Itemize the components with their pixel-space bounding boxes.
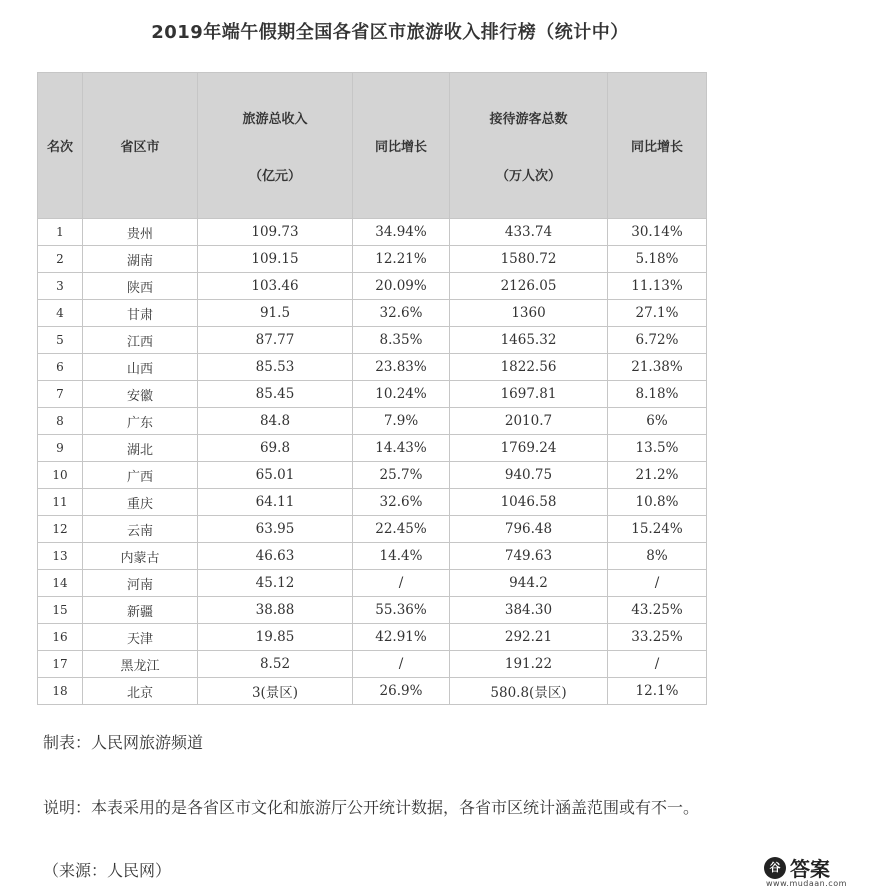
table-row — [38, 597, 707, 624]
table-cell: 69.8 — [198, 435, 353, 462]
table-cell: 109.15 — [198, 246, 353, 273]
table-cell: 33.25% — [608, 624, 707, 651]
table-cell: 25.7% — [353, 462, 450, 489]
table-cell: 8 — [38, 408, 83, 435]
header-label: 省区市 — [120, 140, 160, 155]
table-cell: 甘肃 — [83, 300, 198, 327]
table-cell: / — [608, 570, 707, 597]
watermark-text: 答案 — [790, 857, 830, 881]
table-cell: 1697.81 — [450, 381, 608, 408]
table-cell: 8% — [608, 543, 707, 570]
table-cell: 1822.56 — [450, 354, 608, 381]
table-cell: 27.1% — [608, 300, 707, 327]
table-cell: / — [608, 651, 707, 678]
table-row — [38, 624, 707, 651]
table-cell: 580.8(景区) — [450, 678, 608, 705]
table-cell: 32.6% — [353, 300, 450, 327]
table-cell: 384.30 — [450, 597, 608, 624]
table-cell: 23.83% — [353, 354, 450, 381]
table-cell: 河南 — [83, 570, 198, 597]
table-cell: 6% — [608, 408, 707, 435]
table-cell: 11 — [38, 489, 83, 516]
header-label: 接待游客总数 — [489, 111, 568, 127]
table-body — [38, 219, 707, 705]
table-cell: 3 — [38, 273, 83, 300]
table-cell: 1 — [38, 219, 83, 246]
table-cell: 北京 — [83, 678, 198, 705]
table-cell: 109.73 — [198, 219, 353, 246]
table-cell: 38.88 — [198, 597, 353, 624]
table-cell: 42.91% — [353, 624, 450, 651]
table-cell: 2 — [38, 246, 83, 273]
table-cell: 13 — [38, 543, 83, 570]
table-cell: 山西 — [83, 354, 198, 381]
table-cell: 15.24% — [608, 516, 707, 543]
table-cell: 85.53 — [198, 354, 353, 381]
table-cell: 30.14% — [608, 219, 707, 246]
header-unit: （亿元） — [248, 168, 301, 184]
table-cell: 944.2 — [450, 570, 608, 597]
table-cell: 12 — [38, 516, 83, 543]
table-row — [38, 354, 707, 381]
table-cell: 1769.24 — [450, 435, 608, 462]
table-cell: 85.45 — [198, 381, 353, 408]
table-cell: 91.5 — [198, 300, 353, 327]
table-cell: 新疆 — [83, 597, 198, 624]
table-row — [38, 327, 707, 354]
table-cell: 87.77 — [198, 327, 353, 354]
table-cell: 江西 — [83, 327, 198, 354]
table-row — [38, 381, 707, 408]
table-cell: 13.5% — [608, 435, 707, 462]
table-row — [38, 462, 707, 489]
table-cell: 11.13% — [608, 273, 707, 300]
table-row — [38, 516, 707, 543]
table-cell: 10 — [38, 462, 83, 489]
watermark-seal-icon: 谷 — [764, 857, 786, 879]
table-cell: 45.12 — [198, 570, 353, 597]
table-cell: 1465.32 — [450, 327, 608, 354]
source-note: （来源：人民网） — [43, 861, 172, 880]
table-cell: 重庆 — [83, 489, 198, 516]
table-cell: 湖北 — [83, 435, 198, 462]
table-cell: 1580.72 — [450, 246, 608, 273]
table-row — [38, 408, 707, 435]
table-cell: 8.35% — [353, 327, 450, 354]
table-cell: 内蒙古 — [83, 543, 198, 570]
header-label: 同比增长 — [630, 140, 683, 155]
table-cell: 2010.7 — [450, 408, 608, 435]
page-title: 2019年端午假期全国各省区市旅游收入排行榜（统计中） — [151, 22, 629, 43]
table-cell: 黑龙江 — [83, 651, 198, 678]
table-header-row — [38, 73, 707, 219]
table-cell: 广东 — [83, 408, 198, 435]
table-row — [38, 570, 707, 597]
table-cell: / — [353, 651, 450, 678]
table-cell: 安徽 — [83, 381, 198, 408]
table-cell: 749.63 — [450, 543, 608, 570]
table-cell: 796.48 — [450, 516, 608, 543]
table-cell: 贵州 — [83, 219, 198, 246]
table-cell: 10.8% — [608, 489, 707, 516]
header-label: 同比增长 — [374, 140, 427, 155]
table-cell: 10.24% — [353, 381, 450, 408]
table-cell: 湖南 — [83, 246, 198, 273]
table-cell: 3(景区) — [198, 678, 353, 705]
header-label: 旅游总收入 — [242, 111, 308, 127]
table-cell: 12.21% — [353, 246, 450, 273]
table-cell: 天津 — [83, 624, 198, 651]
table-cell: 26.9% — [353, 678, 450, 705]
table-row — [38, 489, 707, 516]
header-cell — [198, 73, 353, 219]
table-cell: 14 — [38, 570, 83, 597]
table-cell: 63.95 — [198, 516, 353, 543]
table-row — [38, 246, 707, 273]
table-row — [38, 219, 707, 246]
table-cell: 6.72% — [608, 327, 707, 354]
table-cell: 18 — [38, 678, 83, 705]
table-row — [38, 300, 707, 327]
table-cell: 15 — [38, 597, 83, 624]
site-watermark-logo — [764, 853, 874, 891]
table-cell: 55.36% — [353, 597, 450, 624]
table-cell: 5.18% — [608, 246, 707, 273]
table-cell: 14.4% — [353, 543, 450, 570]
ranking-table — [37, 72, 707, 705]
table-cell: 5 — [38, 327, 83, 354]
table-cell: 6 — [38, 354, 83, 381]
table-cell: 17 — [38, 651, 83, 678]
table-cell: 12.1% — [608, 678, 707, 705]
table-cell: 103.46 — [198, 273, 353, 300]
table-cell: / — [353, 570, 450, 597]
table-cell: 292.21 — [450, 624, 608, 651]
header-cell — [450, 73, 608, 219]
table-cell: 16 — [38, 624, 83, 651]
table-cell: 7 — [38, 381, 83, 408]
header-label: 名次 — [46, 140, 73, 155]
table-cell: 32.6% — [353, 489, 450, 516]
table-cell: 21.2% — [608, 462, 707, 489]
table-row — [38, 435, 707, 462]
table-cell: 191.22 — [450, 651, 608, 678]
table-row — [38, 273, 707, 300]
table-cell: 940.75 — [450, 462, 608, 489]
table-cell: 7.9% — [353, 408, 450, 435]
table-cell: 22.45% — [353, 516, 450, 543]
table-cell: 云南 — [83, 516, 198, 543]
table-cell: 1046.58 — [450, 489, 608, 516]
table-cell: 46.63 — [198, 543, 353, 570]
table-cell: 19.85 — [198, 624, 353, 651]
table-cell: 34.94% — [353, 219, 450, 246]
header-unit: （万人次） — [495, 168, 561, 184]
table-cell: 9 — [38, 435, 83, 462]
table-row — [38, 678, 707, 705]
header-cell — [83, 73, 198, 219]
table-cell: 广西 — [83, 462, 198, 489]
header-cell — [608, 73, 707, 219]
table-cell: 43.25% — [608, 597, 707, 624]
header-cell — [38, 73, 83, 219]
header-cell — [353, 73, 450, 219]
table-cell: 65.01 — [198, 462, 353, 489]
table-cell: 433.74 — [450, 219, 608, 246]
watermark-url: www.mudaan.com — [766, 879, 847, 888]
table-row — [38, 651, 707, 678]
table-cell: 84.8 — [198, 408, 353, 435]
table-cell: 陕西 — [83, 273, 198, 300]
table-cell: 4 — [38, 300, 83, 327]
table-cell: 8.18% — [608, 381, 707, 408]
table-row — [38, 543, 707, 570]
table-cell: 2126.05 — [450, 273, 608, 300]
explanation-note: 说明：本表采用的是各省区市文化和旅游厅公开统计数据，各省市区统计涵盖范围或有不一。 — [43, 798, 700, 817]
table-cell: 8.52 — [198, 651, 353, 678]
producer-note: 制表：人民网旅游频道 — [43, 733, 204, 752]
table-cell: 1360 — [450, 300, 608, 327]
table-cell: 20.09% — [353, 273, 450, 300]
table-cell: 14.43% — [353, 435, 450, 462]
table-cell: 64.11 — [198, 489, 353, 516]
table-cell: 21.38% — [608, 354, 707, 381]
